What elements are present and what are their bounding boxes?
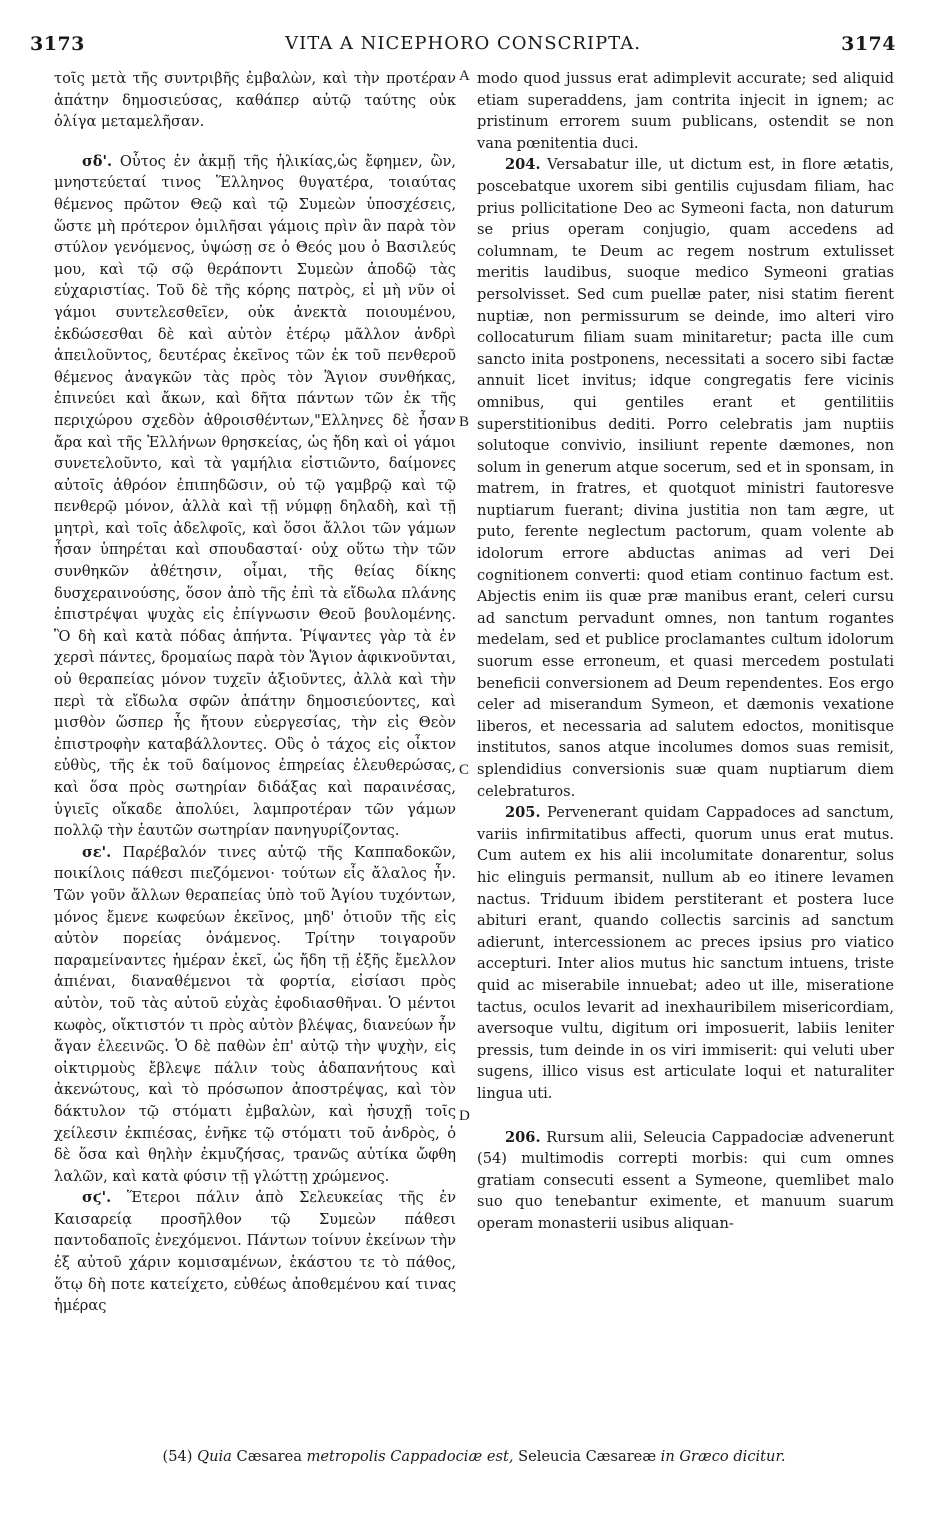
latin-section-number: 206. xyxy=(505,1128,541,1146)
greek-section-text: Παρέβαλόν τινες αὐτῷ τῆς Καππαδοκῶν, ποικίλοις πάθεσι πιεζόμενοι· τούτων εἷς ἄλαλος ἦν. Τῶν γοῦν ἄλλων θεραπείας ὑπὸ τοῦ Ἁγίου τυχόντων, μόνος ἔμενε κωφεύων ἐκεῖνος, μηδ' ὁτιοῦν τῆς εἰς αὐτὸν πορείας ὀνάμενος. Τρίτην τοιγαροῦν παραμείναντες ἡμέραν ἐκεῖ, ὡς ἤδη τῇ ἑξῆς ἔμελλον ἀπιέναι, διαναθέμενοι τὰ φορτία, εἰσίασι πρὸς αὐτὸν, τοῦ τὰς αὐτοῦ εὐχὰς ἐφοδιασθῆναι. Ὁ μέντοι κωφὸς, οἴκτιστόν τι πρὸς αὐτὸν βλέψας, διανεύων ἦν ἄγαν ἐλεεινῶς. Ὁ δὲ παθὼν ἐπ' αὐτῷ τὴν ψυχὴν, εἰς οἰκτιρμοὺς ἔβλεψε πάλιν τοὺς ἀδαπανήτους καὶ ἀκενώτους, καὶ τὸ πρόσωπον ἀποστρέψας, καὶ τὸν δάκτυλον τῷ στόματι ἐμβαλὼν, καὶ ἠσυχῇ τοῖς χείλεσιν ἐκπιέσας, ἐνῆκε τῷ στόματι τοῦ ἀνδρὸς, ὁ δὲ ὅσα καὶ θηλὴν ἐκμυζήσας, τρανῶς αὐτίκα ὤφθη λαλῶν, καὶ κατὰ φύσιν τῇ γλώττῃ χρώμενος. xyxy=(54,843,457,1185)
greek-section-205 xyxy=(54,842,456,1188)
margin-marker-b: B xyxy=(459,414,470,430)
greek-section-text: Ἕτεροι πάλιν ἀπὸ Σελευκείας τῆς ἐν Καισαρείᾳ προσῆλθον τῷ Συμεὼν πάθεσι παντοδαποῖς ἐνεχόμενοι. Πάντων τοίνυν ἐκείνων τὴν ἐξ αὐτοῦ χάριν κομισαμένων, ἑκάστου τε τὸ πάθος, ὅτῳ δὴ ποτε κατείχετο, εὐθέως ἀποθεμένου καί τινας ἡμέρας xyxy=(54,1189,457,1315)
greek-section-number: σδ'. xyxy=(82,152,113,170)
latin-section-number: 205. xyxy=(505,804,541,822)
greek-section-206 xyxy=(54,1187,456,1317)
latin-section-206 xyxy=(477,1127,894,1235)
footnote-text: metropolis Cappadociæ est, xyxy=(306,1448,514,1465)
right-page-number: 3174 xyxy=(841,33,896,55)
latin-paragraph-continued: modo quod jussus erat adimplevit accurate; sed aliquid etiam superaddens, jam contrita injecit in ignem; ac pristinum errorem suum publicans, ostendit se non vana pœnitentia duci. xyxy=(477,70,894,152)
footnote-text: in Græco dicitur. xyxy=(660,1448,786,1465)
greek-section-number: σε'. xyxy=(82,843,112,861)
footnote-text: Seleucia Cæsareæ xyxy=(518,1448,657,1465)
left-page-number: 3173 xyxy=(30,33,85,55)
margin-marker-c: C xyxy=(459,762,470,778)
greek-column xyxy=(54,68,456,1317)
footnote xyxy=(54,1447,894,1467)
latin-section-205 xyxy=(477,802,894,1104)
footnote-text: Quia xyxy=(197,1448,232,1465)
footnote-text: Cæsarea xyxy=(236,1448,302,1465)
page-header xyxy=(30,33,896,61)
latin-section-number: 204. xyxy=(505,156,541,174)
running-title: VITA A NICEPHORO CONSCRIPTA. xyxy=(285,33,641,54)
margin-marker-a: A xyxy=(459,68,470,84)
latin-section-text: Pervenerant quidam Cappadoces ad sanctum, variis infirmitatibus affecti, quorum unus erat mutus. Cum autem ex his alii incolumitate donarentur, solus hic elinguis permansit, nullum ab eo itinere levamen nactus. Triduum ibidem perstiterant et postera luce abituri erant, quando collectis sarcinis ad sanctum adierunt, intercessionem ac preces ipsius pro viatico accepturi. Inter alios mutus hic sanctum intuens, triste quid ac miserabile innuebat; adeo ut ille, miseratione tactus, oculos levarit ad inexhauribilem misericordiam, aversoque vultu, digitum ori imposuerit, labiis leniter pressis, tum deinde in os viri immiserit: qui veluti uber sugens, illico visus est articulate loqui et naturaliter lingua uti. xyxy=(477,804,894,1102)
greek-section-204 xyxy=(54,151,456,842)
greek-paragraph-continued: τοῖς μετὰ τῆς συντριβῆς ἐμβαλὼν, καὶ τὴν προτέραν ἀπάτην δημοσιεύσας, καθάπερ αὐτῷ ταύτης οὐκ ὀλίγα μεταμελῆσαν. xyxy=(54,70,456,131)
latin-section-text: Versabatur ille, ut dictum est, in flore ætatis, poscebatque uxorem sibi gentilis cujusdam filiam, hac prius pollicitatione Deo ac Symeoni facta, non daturum se prius operam conjugio, quam accedens ad columnam, te Deum ac regem nostrum extulisset meritis laudibus, suoque medico Symeoni gratias persolvisset. Sed cum puellæ pater, nisi statim fierent nuptiæ, non permissurum se deinde, imo alteri viro collocaturum filiam suam minitaretur; pacta ille cum sancto inita postponens, necessitati a socero sibi factæ annuit licet invitus; idque congregatis fere vicinis omnibus, qui gentiles erant et gentilitiis superstitionibus dediti. Porro celebratis jam nuptiis solutoque convivio, insiliunt repente dæmones, non solum in generum atque socerum, sed et in sponsam, in matrem, in fratres, et quotquot ministri fautoresve nuptiarum fuerant; divina justitia non tam ægre, ut puto, ferente neglectum pactorum, quam volente ab idolorum errore abductas animas ad veri Dei cognitionem converti: quod etiam continuo factum est. Abjectis enim iis quæ præ manibus erant, celeri cursu ad sanctum pervadunt omnes, non tantum rogantes medelam, sed et publice proclamantes cultum idolorum suorum esse erroneum, et quasi mercedem postulati beneficii conversionem ad Deum rependentes. Eos ergo celer ad miserandum Symeon, et dæmonis vexatione liberos, et necessaria ad salutem edoctos, monitisque institutos, sanos atque incolumes domos suas remisit, splendidius conversionis suæ quam nuptiarum diem celebraturos. xyxy=(477,156,895,800)
latin-column xyxy=(477,68,894,1234)
footnote-number: (54) xyxy=(162,1448,193,1465)
greek-section-number: σϛ'. xyxy=(82,1189,112,1207)
greek-section-text: Οὗτος ἐν ἀκμῇ τῆς ἡλικίας,ὡς ἔφημεν, ὢν, μνηστεύεταί τινος Ἕλληνος θυγατέρα, τοιαύτας θέμενος πρῶτον Θεῷ καὶ τῷ Συμεὼν ὑποσχέσεις, ὥστε μὴ πρότερον ὁμιλῆσαι γάμοις πρὶν ἂν παρὰ τὸν στύλον γενόμενος, ὑψώσῃ σε ὁ Θεός μου ὁ Βασιλεύς μου, καὶ τῷ σῷ θεράποντι Συμεὼν ἀποδῷ τὰς εὐχαριστίας. Τοῦ δὲ τῆς κόρης πατρὸς, εἰ μὴ νῦν οἱ γάμοι συντελεσθεῖεν, οὐκ ἀνεκτὰ ποιουμένου, ἐκδώσεσθαι δὲ καὶ αὐτὸν ἑτέρῳ μᾶλλον ἀνδρὶ ἀπειλοῦντος, δευτέρας ἐκεῖνος τῶν ἐκ τοῦ πενθεροῦ θέμενος ἀναγκῶν τὰς πρὸς τὸν Ἅγιον συνθήκας, ἐπινεύει καὶ ἄκων, καὶ δῆτα πάντων τῶν ἐκ τῆς περιχώρου σχεδὸν ἀθροισθέντων,"Ελληνες δὲ ἦσαν ἄρα καὶ τῆς Ἑλλήνων θρησκείας, ὡς ἤδη καὶ οἱ γάμοι συνετελοῦντο, καὶ τὰ γαμήλια εἰστιῶντο, δαίμονες αὐτοῖς ἀθρόον ἐπιπηδῶσιν, οὐ τῷ γαμβρῷ καὶ τῷ πενθερῷ μόνον, ἀλλὰ καὶ τῇ νύμφῃ δηλαδὴ, καὶ τῇ μητρὶ, καὶ τοῖς ἀδελφοῖς, καὶ ὅσοι ἄλλοι τῶν γάμων ἦσαν ὑπηρέται καὶ σπουδασταί· οὐχ οὕτω τὴν τῶν συνθηκῶν ἀθέτησιν, οἶμαι, τῆς θείας δίκης δυσχεραινούσης, ὅσον ἀπὸ τῆς ἐπὶ τὰ εἴδωλα πλάνης ἐπιστρέψαι ψυχὰς εἰς ἐπίγνωσιν Θεοῦ βουλομένης. Ὃ δὴ καὶ κατὰ πόδας ἀπήντα. Ῥίψαντες γὰρ τὰ ἐν χερσὶ πάντες, δρομαίως παρὰ τὸν Ἅγιον ἀφικνοῦνται, οὐ θεραπείας μόνον τυχεῖν ἀξιοῦντες, ἀλλὰ καὶ τὴν περὶ τὰ εἴδωλα σφῶν ἀπάτην δημοσιεύοντες, καὶ μισθὸν ὥσπερ ἧς ἤτουν εὐεργεσίας, τὴν εἰς Θεὸν ἐπιστροφὴν καταβάλλοντες. Οὓς ὁ τάχος εἰς οἶκτον εὐθὺς, τῆς ἐκ τοῦ δαίμονος ἐπηρείας ἐλευθερώσας, καὶ ὅσα πρὸς σωτηρίαν διδάξας καὶ παραινέσας, ὑγιεῖς οἴκαδε ἀπολύει, λαμπροτέραν τῶν γάμων πολλῷ τὴν ἑαυτῶν σωτηρίαν πανηγυρίζοντας. xyxy=(54,152,457,840)
latin-section-text: Rursum alii, Seleucia Cappadociæ advenerunt (54) multimodis correpti morbis: qui cum omnes gratiam consecuti essent a Symeone, quemlibet malo suo quo tenebantur eximente, et manuum suarum operam monasterii usibus aliquan- xyxy=(477,1128,895,1232)
margin-marker-d: D xyxy=(459,1108,470,1124)
latin-section-204 xyxy=(477,154,894,802)
